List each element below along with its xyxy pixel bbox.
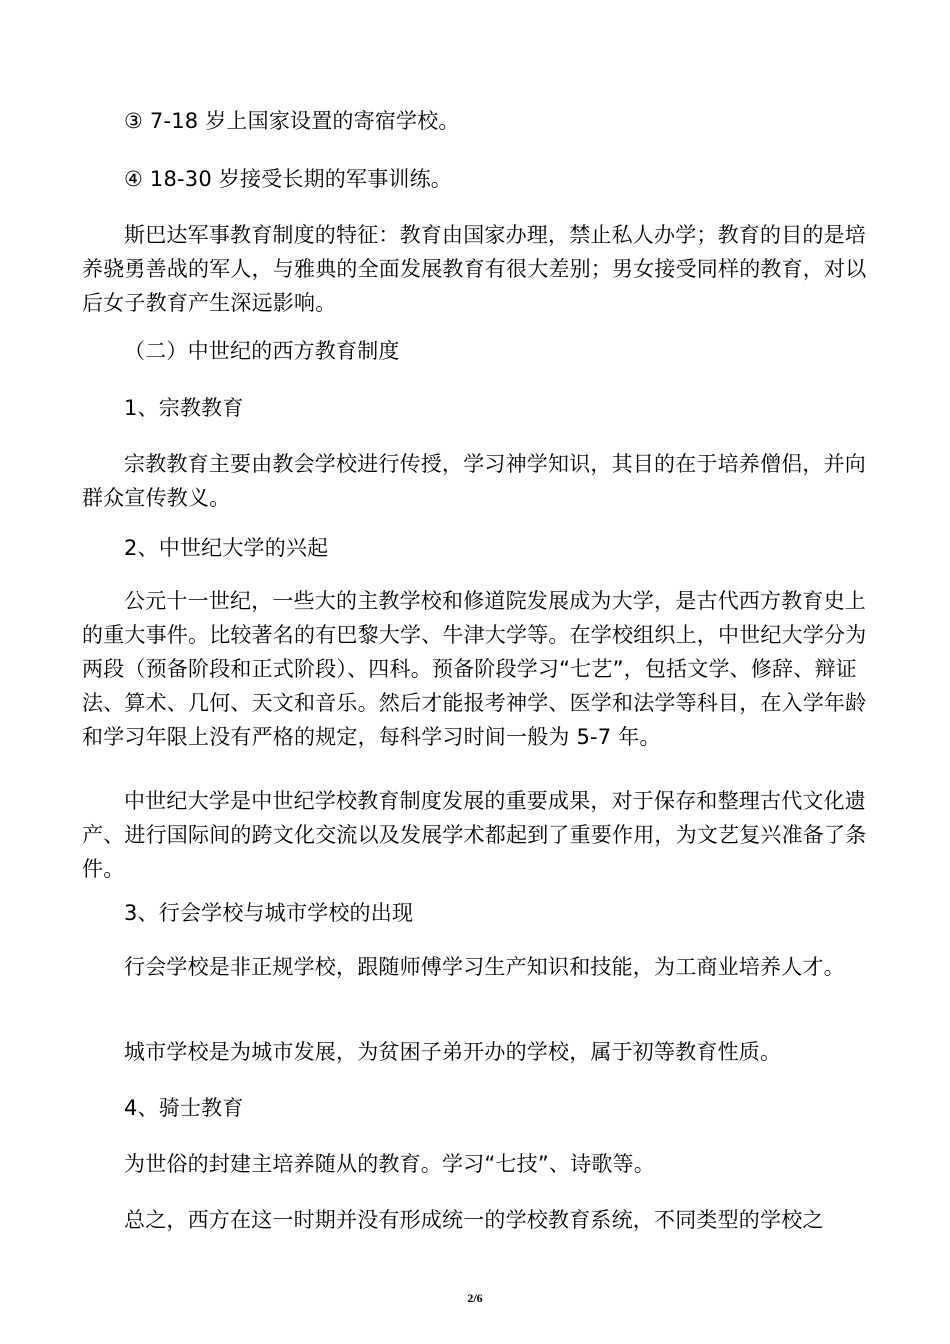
paragraph-summary: 总之，西方在这一时期并没有形成统一的学校教育系统，不同类型的学校之 [124,1208,824,1232]
subheading-knight-education: 4、骑士教育 [124,1096,244,1120]
paragraph-university-significance: 中世纪大学是中世纪学校教育制度发展的重要成果，对于保存和整理古代文化遗产、进行国际间的跨文化交流以及发展学术都起到了重要作用，为文艺复兴准备了条件。 [82,789,867,881]
paragraph-sparta-features: 斯巴达军事教育制度的特征：教育由国家办理，禁止私人办学；教育的目的是培养骁勇善战的军人，与雅典的全面发展教育有很大差别；男女接受同样的教育，对以后女子教育产生深远影响。 [82,223,867,315]
paragraph-city-schools: 城市学校是为城市发展，为贫困子弟开办的学校，属于初等教育性质。 [124,1040,782,1064]
paragraph-guild-schools: 行会学校是非正规学校，跟随师傅学习生产知识和技能，为工商业培养人才。 [124,955,845,979]
section-heading-medieval: （二）中世纪的西方教育制度 [124,339,400,363]
subheading-guild-city-schools: 3、行会学校与城市学校的出现 [124,901,414,925]
page-number: 2/6 [467,1291,483,1305]
subheading-medieval-university: 2、中世纪大学的兴起 [124,536,329,560]
paragraph-religious-education: 宗教教育主要由教会学校进行传授，学习神学知识，其目的在于培养僧侣，并向群众宣传教义。 [82,452,866,510]
list-item-4: ④ 18-30 岁接受长期的军事训练。 [124,167,452,191]
paragraph-medieval-university: 公元十一世纪，一些大的主教学校和修道院发展成为大学，是古代西方教育史上的重大事件。比较著名的有巴黎大学、牛津大学等。在学校组织上，中世纪大学分为两段（预备阶段和正式阶段）、四科。预备阶段学习“七艺”，包括文学、修辞、辩证法、算术、几何、天文和音乐。然后才能报考神学、医学和法学等科目，在入学年龄和学习年限上没有严格的规定，每科学习时间一般为 5-7 年。 [82,589,867,749]
subheading-religious-education: 1、宗教教育 [124,396,244,420]
list-item-3: ③ 7-18 岁上国家设置的寄宿学校。 [124,109,460,133]
paragraph-knight-education: 为世俗的封建主培养随从的教育。学习“七技”、诗歌等。 [124,1152,655,1176]
